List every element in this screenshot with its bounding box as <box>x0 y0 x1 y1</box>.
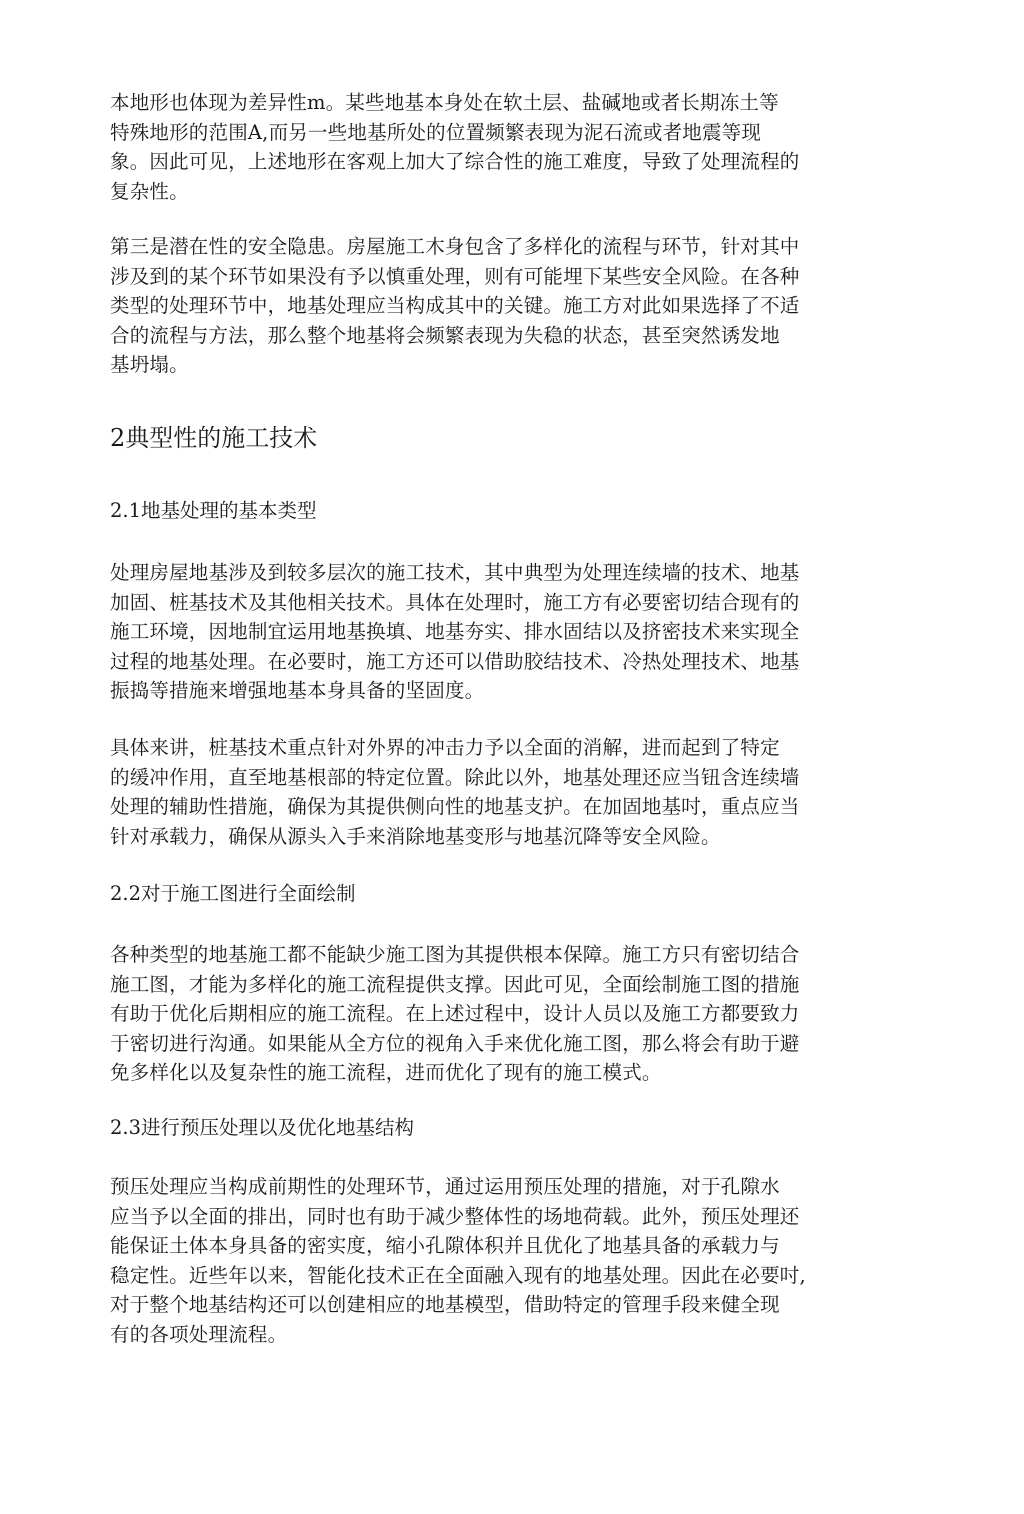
text-line: 类型的处理环节中，地基处理应当构成其中的关键。施工方对此如果选择了不适 <box>110 294 800 317</box>
text-line: 涉及到的某个环节如果没有予以慎重处理，则有可能埋下某些安全风险。在各种 <box>110 264 800 288</box>
text-line: 各种类型的地基施工都不能缺少施工图为其提供根本保障。施工方只有密切结合 <box>110 943 800 966</box>
text-line: 预压处理应当构成前期性的处理环节，通过运用预压处理的措施，对于孔隙水 <box>110 1175 780 1198</box>
text-line: 于密切进行沟通。如果能从全方位的视角入手来优化施工图，那么将会有助于避 <box>110 1031 800 1055</box>
text-line: 施工环境，因地制宜运用地基换填、地基夯实、排水固结以及挤密技术来实现全 <box>110 620 800 643</box>
text-line: 基坍塌。 <box>110 353 189 376</box>
section-heading: 2典型性的施工技术 <box>110 424 318 452</box>
text-line: 第三是潜在性的安全隐患。房屋施工木身包含了多样化的流程与环节，针对其中 <box>110 235 800 258</box>
text-line: 应当予以全面的排出，同时也有助于减少整体性的场地荷载。此外，预压处理还 <box>110 1204 800 1228</box>
paragraph-drawings <box>110 940 910 1088</box>
text-line: 加固、桩基技术及其他相关技术。具体在处理时，施工方有必要密切结合现有的 <box>110 590 800 614</box>
text-line: 稳定性。近些年以来，智能化技术正在全面融入现有的地基处理。因此在必要吋, <box>110 1263 806 1287</box>
paragraph-pile-foundation <box>110 733 910 851</box>
text-line: 的缓冲作用，直至地基根部的特定位置。除此以外，地基处理还应当钮含连续墙 <box>110 765 800 789</box>
text-line: 有助于优化后期相应的施工流程。在上述过程中，设计人员以及施工方都要致力 <box>110 1002 800 1025</box>
text-line: 有的各项处理流程。 <box>110 1322 288 1346</box>
paragraph-safety-risk <box>110 232 910 380</box>
text-line: 免多样化以及复杂性的施工流程，进而优化了现有的施工模式。 <box>110 1061 662 1084</box>
text-line: 特殊地形的范围A,而另一些地基所处的位置频繁表现为泥石流或者地震等现 <box>110 120 762 144</box>
text-line: 能保证土体本身具备的密实度，缩小孔隙体积并且优化了地基具备的承载力与 <box>110 1234 780 1257</box>
paragraph-preloading <box>110 1172 910 1349</box>
text-line: 复杂性。 <box>110 179 189 203</box>
text-line: 象。因此可见，上述地形在客观上加大了综合性的施工难度，导致了处理流程的 <box>110 150 800 173</box>
subsection-heading: 2.3进行预压处理以及优化地基结构 <box>110 1116 415 1139</box>
subsection-heading: 2.2对于施工图进行全面绘制 <box>110 882 356 905</box>
subsection-heading: 2.1地基处理的基本类型 <box>110 499 317 522</box>
text-line: 本地形也体现为差异性m。某些地基本身处在软土层、盐碱地或者长期冻土等 <box>110 91 779 114</box>
text-line: 具体来讲，桩基技术重点针对外界的冲击力予以全面的消解，进而起到了特定 <box>110 736 780 759</box>
text-line: 施工图，才能为多样化的施工流程提供支撑。因此可见，全面绘制施工图的措施 <box>110 972 800 996</box>
text-line: 处理房屋地基涉及到较多层次的施工技术，其中典型为处理连续墙的技术、地基 <box>110 561 800 584</box>
text-line: 处理的辅助性措施，确保为其提供侧向性的地基支护。在加固地基吋，重点应当 <box>110 795 800 818</box>
paragraph-techniques <box>110 558 910 706</box>
text-line: 合的流程与方法，那么整个地基将会频繁表现为失稳的状态，甚至突然诱发地 <box>110 323 780 347</box>
text-line: 振捣等措施来增强地基本身具备的坚固度。 <box>110 679 485 702</box>
text-line: 对于整个地基结构还可以创建相应的地基模型，借助特定的管理手段来健全现 <box>110 1293 780 1316</box>
text-line: 针对承载力，确保从源头入手来消除地基变形与地基沉降等安全风险。 <box>110 824 721 848</box>
paragraph-terrain <box>110 88 910 206</box>
text-line: 过程的地基处理。在必要时，施工方还可以借助胶结技术、冷热处理技术、地基 <box>110 649 800 673</box>
